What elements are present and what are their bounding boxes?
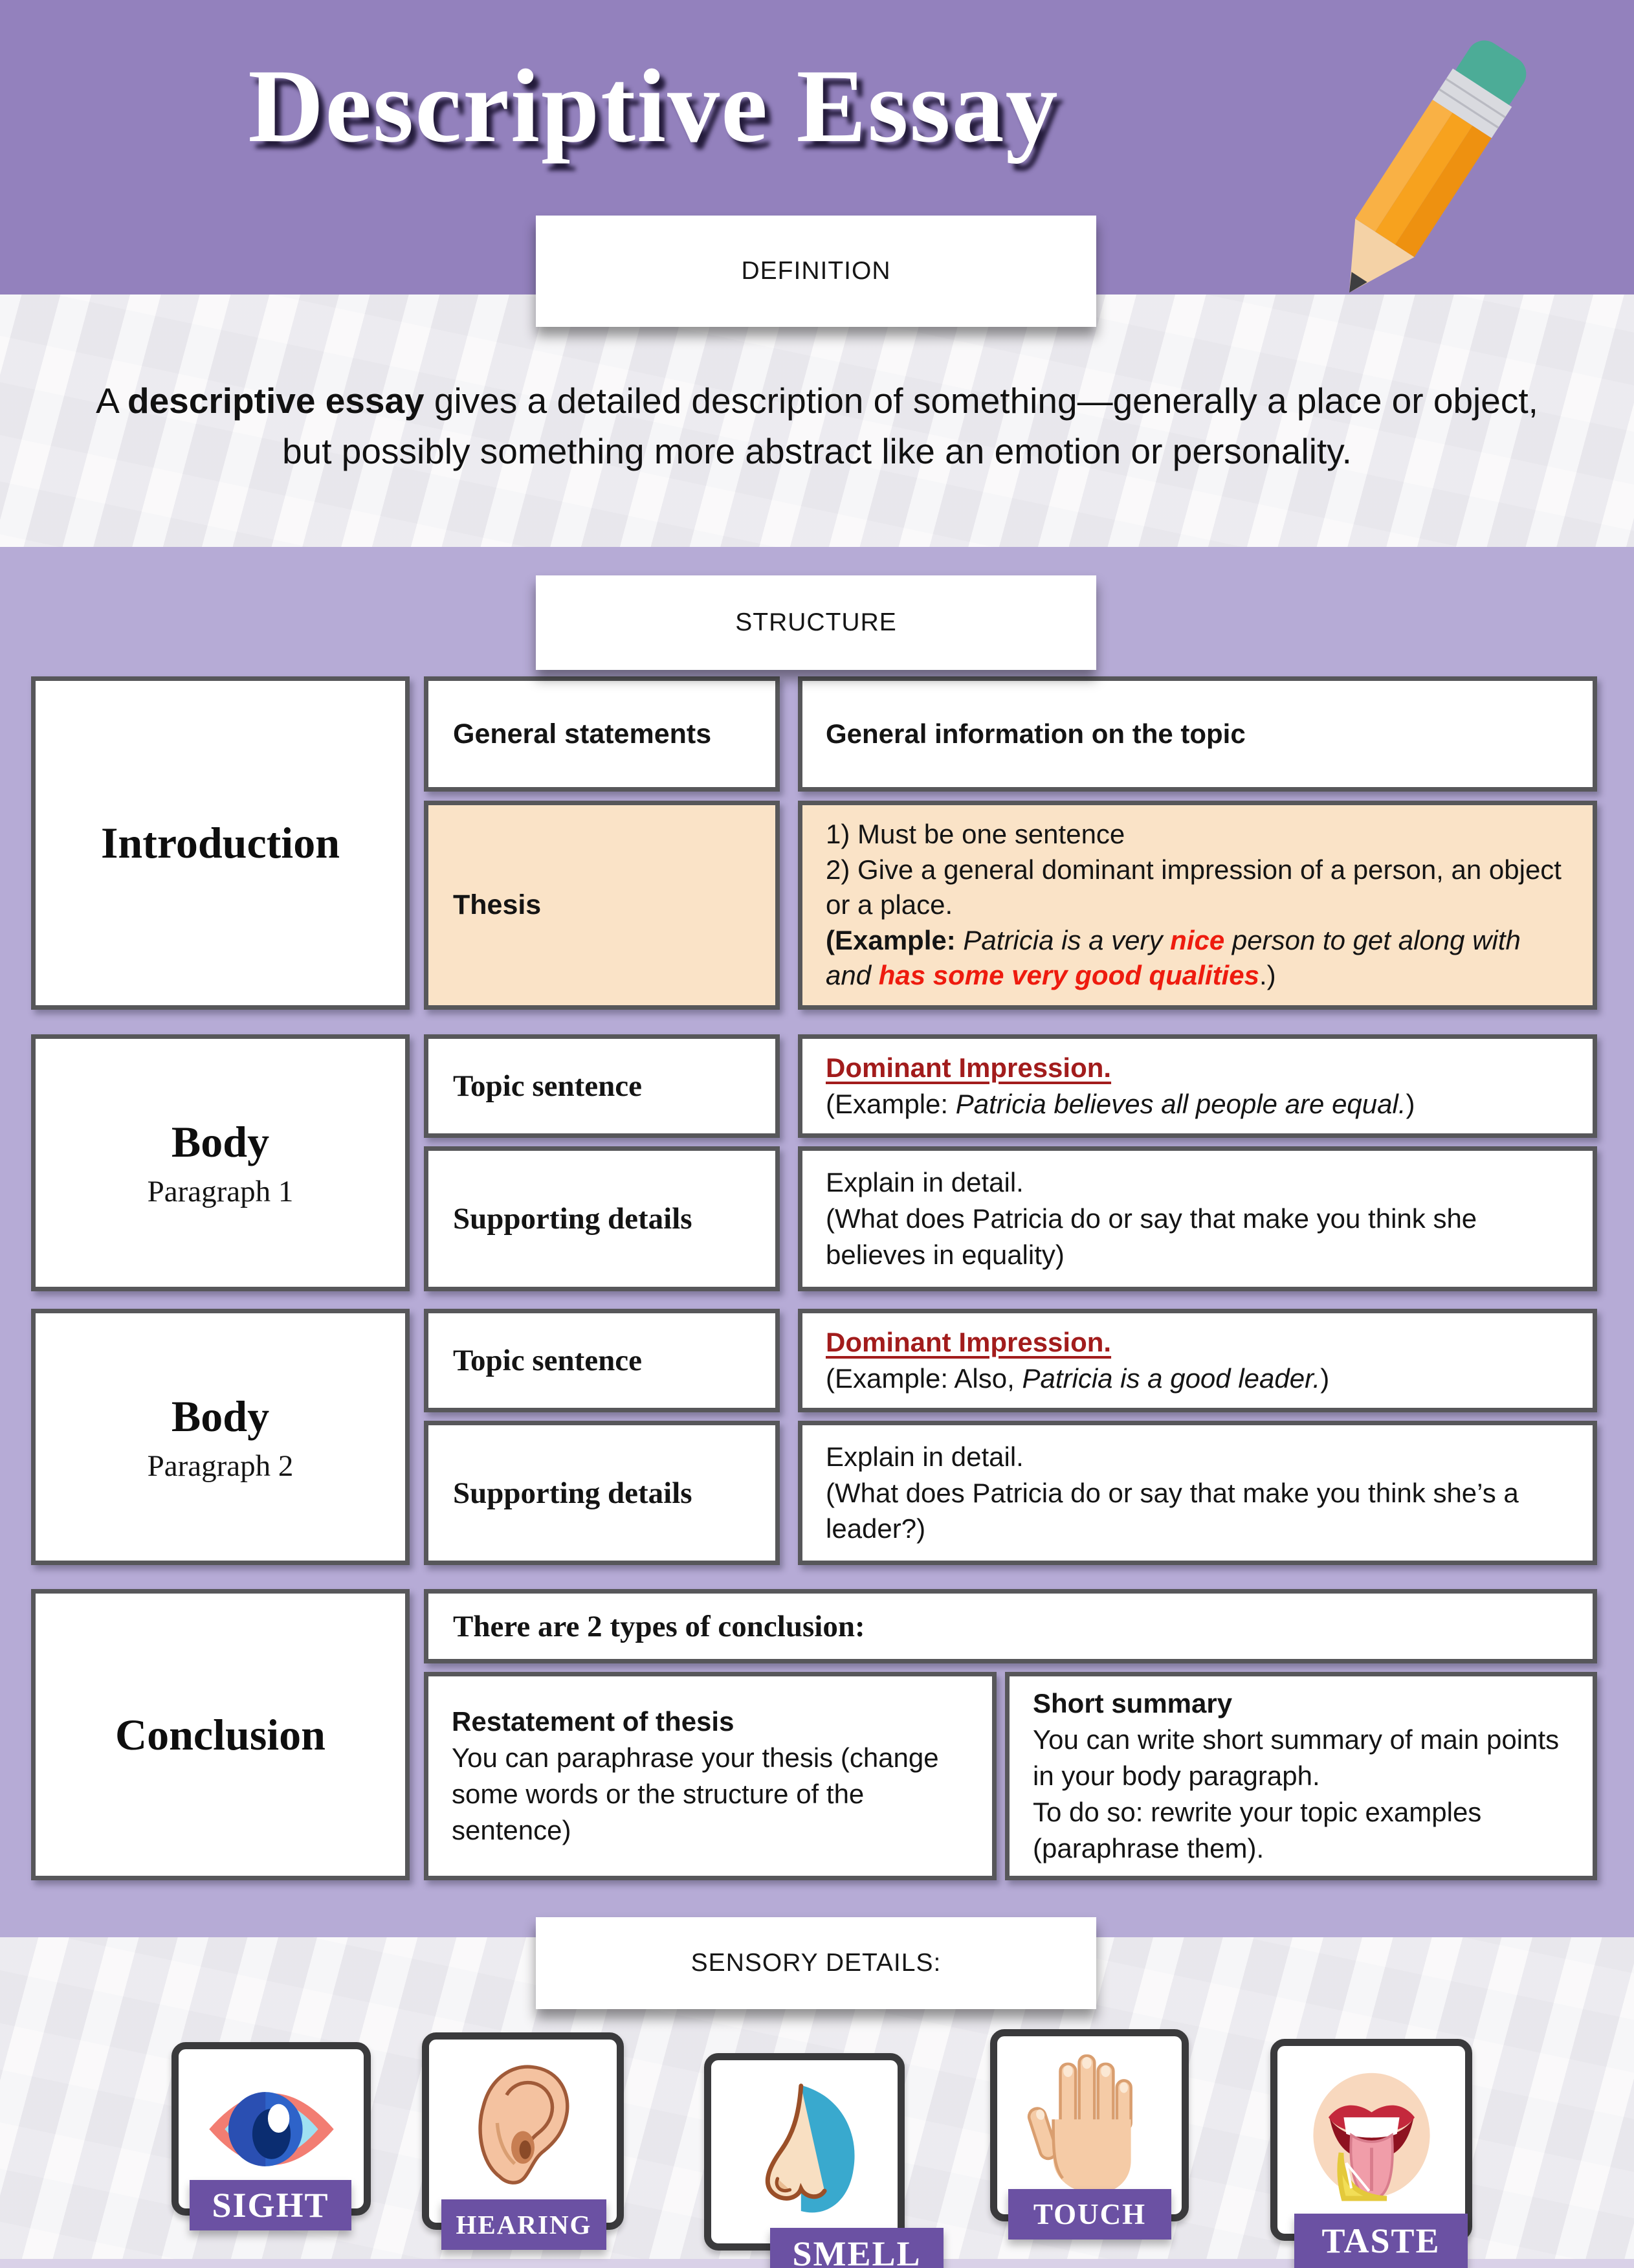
- body2-explain-2: (What does Patricia do or say that make you think she’s a leader?): [826, 1477, 1519, 1544]
- definition-text-start: A: [96, 381, 127, 421]
- conclusion-label: Conclusion: [115, 1709, 326, 1759]
- hand-icon: [1025, 2046, 1154, 2205]
- restatement-title: Restatement of thesis: [452, 1706, 734, 1737]
- general-statements-label: General statements: [453, 718, 712, 750]
- general-info-text: General information on the topic: [826, 718, 1246, 750]
- body2-dominant: Dominant Impression.: [826, 1327, 1112, 1358]
- conclusion-types-text: There are 2 types of conclusion:: [453, 1609, 865, 1643]
- body1-support-label: Supporting details: [453, 1202, 692, 1236]
- body2-example: (Example: Also, Patricia is a good leader.): [826, 1363, 1330, 1394]
- body1-explain-1: Explain in detail.: [826, 1167, 1024, 1198]
- cell-body2-label: [31, 1309, 410, 1565]
- body2-explain-1: Explain in detail.: [826, 1441, 1024, 1472]
- cell-thesis-rules: [798, 801, 1597, 1010]
- thesis-label: Thesis: [453, 889, 542, 920]
- body2-label: Body: [171, 1391, 270, 1441]
- cell-body2-supporting-details: [424, 1421, 780, 1565]
- body1-sublabel: Paragraph 1: [147, 1175, 294, 1208]
- cell-body1-explain: [798, 1146, 1597, 1291]
- short-summary-title: Short summary: [1033, 1688, 1233, 1719]
- cell-restatement-of-thesis: [424, 1672, 997, 1880]
- sight-label: SIGHT: [190, 2180, 351, 2230]
- cell-short-summary: [1005, 1672, 1597, 1880]
- definition-badge: [536, 216, 1096, 327]
- cell-thesis-label: [424, 801, 780, 1010]
- cell-body2-topic-sentence: [424, 1309, 780, 1412]
- cell-introduction-label: [31, 676, 410, 1010]
- smell-label: SMELL: [770, 2228, 944, 2268]
- body1-example: (Example: Patricia believes all people are equal.): [826, 1089, 1415, 1119]
- body1-dominant: Dominant Impression.: [826, 1052, 1112, 1084]
- definition-text-rest: gives a detailed description of something—generally a place or object, but possibly something more abstract like an emotion or personality.: [282, 381, 1538, 472]
- cell-body1-topic-sentence: [424, 1034, 780, 1138]
- thesis-rule-2: 2) Give a general dominant impression of a person, an object or a place.: [826, 854, 1562, 920]
- sensory-details-badge: [536, 1917, 1096, 2009]
- body2-sublabel: Paragraph 2: [147, 1449, 294, 1483]
- cell-general-info: [798, 676, 1597, 792]
- introduction-label: Introduction: [100, 818, 340, 867]
- smell-card: [704, 2053, 905, 2251]
- definition-paragraph: [67, 375, 1568, 476]
- cell-body1-dominant-impression: [798, 1034, 1597, 1138]
- definition-badge-label: DEFINITION: [741, 257, 891, 285]
- cell-conclusion-types: [424, 1589, 1597, 1663]
- cell-body1-label: [31, 1034, 410, 1291]
- body2-support-label: Supporting details: [453, 1476, 692, 1510]
- definition-text-bold: descriptive essay: [127, 381, 425, 421]
- restatement-body: You can paraphrase your thesis (change some words or the structure of the sentence): [452, 1742, 939, 1845]
- ear-icon: [465, 2052, 581, 2210]
- touch-label: TOUCH: [1008, 2189, 1171, 2240]
- body1-explain-2: (What does Patricia do or say that make you think she believes in equality): [826, 1203, 1477, 1270]
- body1-topic-label: Topic sentence: [453, 1069, 643, 1103]
- taste-card: [1270, 2039, 1472, 2241]
- structure-badge: [536, 575, 1096, 670]
- nose-icon: [743, 2076, 866, 2228]
- cell-body2-dominant-impression: [798, 1309, 1597, 1412]
- thesis-example: (Example: Patricia is a very nice person to get along with and has some very good qualities.): [826, 924, 1521, 991]
- sensory-details-label: SENSORY DETAILS:: [690, 1949, 942, 1977]
- short-summary-body-1: You can write short summary of main points in your body paragraph.: [1033, 1724, 1560, 1792]
- short-summary-body-2: To do so: rewrite your topic examples (paraphrase them).: [1033, 1796, 1482, 1863]
- taste-label: TASTE: [1294, 2214, 1468, 2268]
- structure-badge-label: STRUCTURE: [735, 608, 897, 636]
- tongue-icon: [1296, 2064, 1448, 2216]
- cell-body1-supporting-details: [424, 1146, 780, 1291]
- body2-topic-label: Topic sentence: [453, 1344, 643, 1377]
- eye-icon: [199, 2069, 344, 2189]
- cell-body2-explain: [798, 1421, 1597, 1565]
- thesis-rule-1: 1) Must be one sentence: [826, 819, 1125, 850]
- page-title: Descriptive Essay: [248, 49, 1059, 164]
- cell-general-statements: [424, 676, 780, 792]
- body1-label: Body: [171, 1117, 270, 1166]
- hearing-label: HEARING: [441, 2199, 606, 2250]
- cell-conclusion-label: [31, 1589, 410, 1880]
